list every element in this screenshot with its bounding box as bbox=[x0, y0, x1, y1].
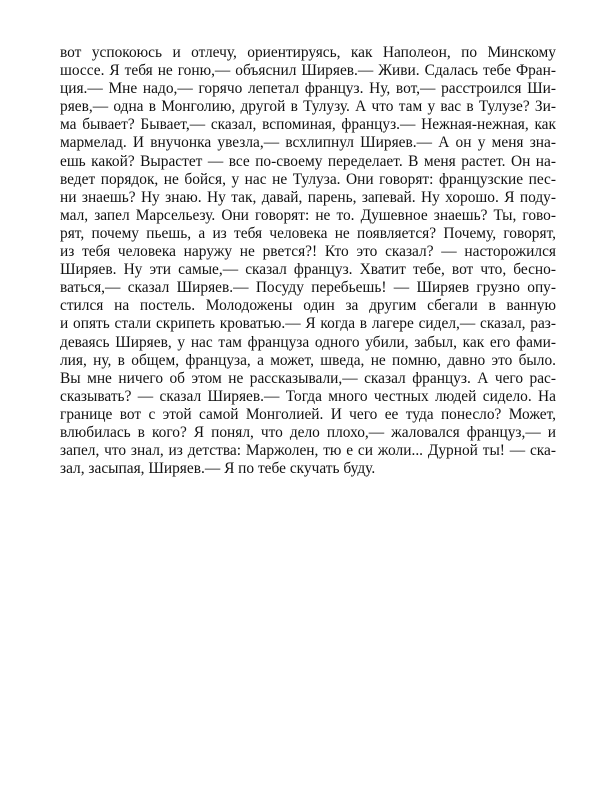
text-line: ваться,— сказал Ширяев.— Посуду перебьешь! — Ширяев грузно опу- bbox=[60, 279, 556, 297]
text-line: ни знаешь? Ну знаю. Ну так, давай, парень, запевай. Ну хорошо. Я поду- bbox=[60, 188, 556, 206]
text-line: стился на постель. Молодожены один за другим сбегали в ванную bbox=[60, 297, 556, 315]
text-body bbox=[60, 44, 556, 478]
text-line: вот успокоюсь и отлечу, ориентируясь, как Наполеон, по Минскому bbox=[60, 44, 556, 61]
text-line: рят, почему пьешь, а из тебя человека не появляется? Почему, говорят, bbox=[60, 224, 556, 242]
text-line: Ширяев. Ну эти самые,— сказал француз. Хватит тебе, вот что, бесно- bbox=[60, 261, 556, 279]
text-line: границе вот с этой самой Монголией. И чего ее туда понесло? Может, bbox=[60, 405, 556, 423]
text-line: ряев,— одна в Монголию, другой в Тулузу. А что там у вас в Тулузе? Зи- bbox=[60, 98, 556, 116]
text-line: зал, засыпая, Ширяев.— Я по тебе скучать буду. bbox=[60, 460, 376, 478]
text-line: Вы мне ничего об этом не рассказывали,— сказал француз. А чего рас- bbox=[60, 369, 556, 387]
text-line: влюбилась в кого? Я понял, что дело плохо,— жаловался француз,— и bbox=[60, 423, 556, 441]
text-line: ведет порядок, не бойся, у нас не Тулуза. Они говорят: французские пес- bbox=[60, 170, 556, 188]
text-line: запел, что знал, из детства: Маржолен, тю е си жоли... Дурной ты! — ска- bbox=[60, 442, 556, 460]
text-line: ешь какой? Вырастет — все по-своему переделает. В меня растет. Он на- bbox=[60, 152, 556, 170]
text-line: деваясь Ширяев, у нас там француза одного убили, забыл, как его фами- bbox=[60, 333, 556, 351]
text-line: лия, ну, в общем, француза, а может, шведа, не помню, давно это было. bbox=[60, 351, 556, 369]
text-line: и опять стали скрипеть кроватью.— Я когда в лагере сидел,— сказал, раз- bbox=[60, 315, 556, 333]
text-line: мармелад. И внучонка увезла,— всхлипнул Ширяев.— А он у меня зна- bbox=[60, 134, 556, 152]
text-line: шоссе. Я тебя не гоню,— объяснил Ширяев.— Живи. Сдалась тебе Фран- bbox=[60, 62, 556, 80]
text-line: мал, запел Марсельезу. Они говорят: не то. Душевное знаешь? Ты, гово- bbox=[60, 206, 556, 224]
text-line: ма бывает? Бывает,— сказал, вспоминая, француз.— Нежная-нежная, как bbox=[60, 116, 556, 134]
text-line: ция.— Мне надо,— горячо лепетал француз. Ну, вот,— расстроился Ши- bbox=[60, 80, 556, 98]
text-line: из тебя человека наружу не рвется?! Кто это сказал? — насторожился bbox=[60, 243, 556, 261]
text-line: сказывать? — сказал Ширяев.— Тогда много честных людей сидело. На bbox=[60, 387, 556, 405]
